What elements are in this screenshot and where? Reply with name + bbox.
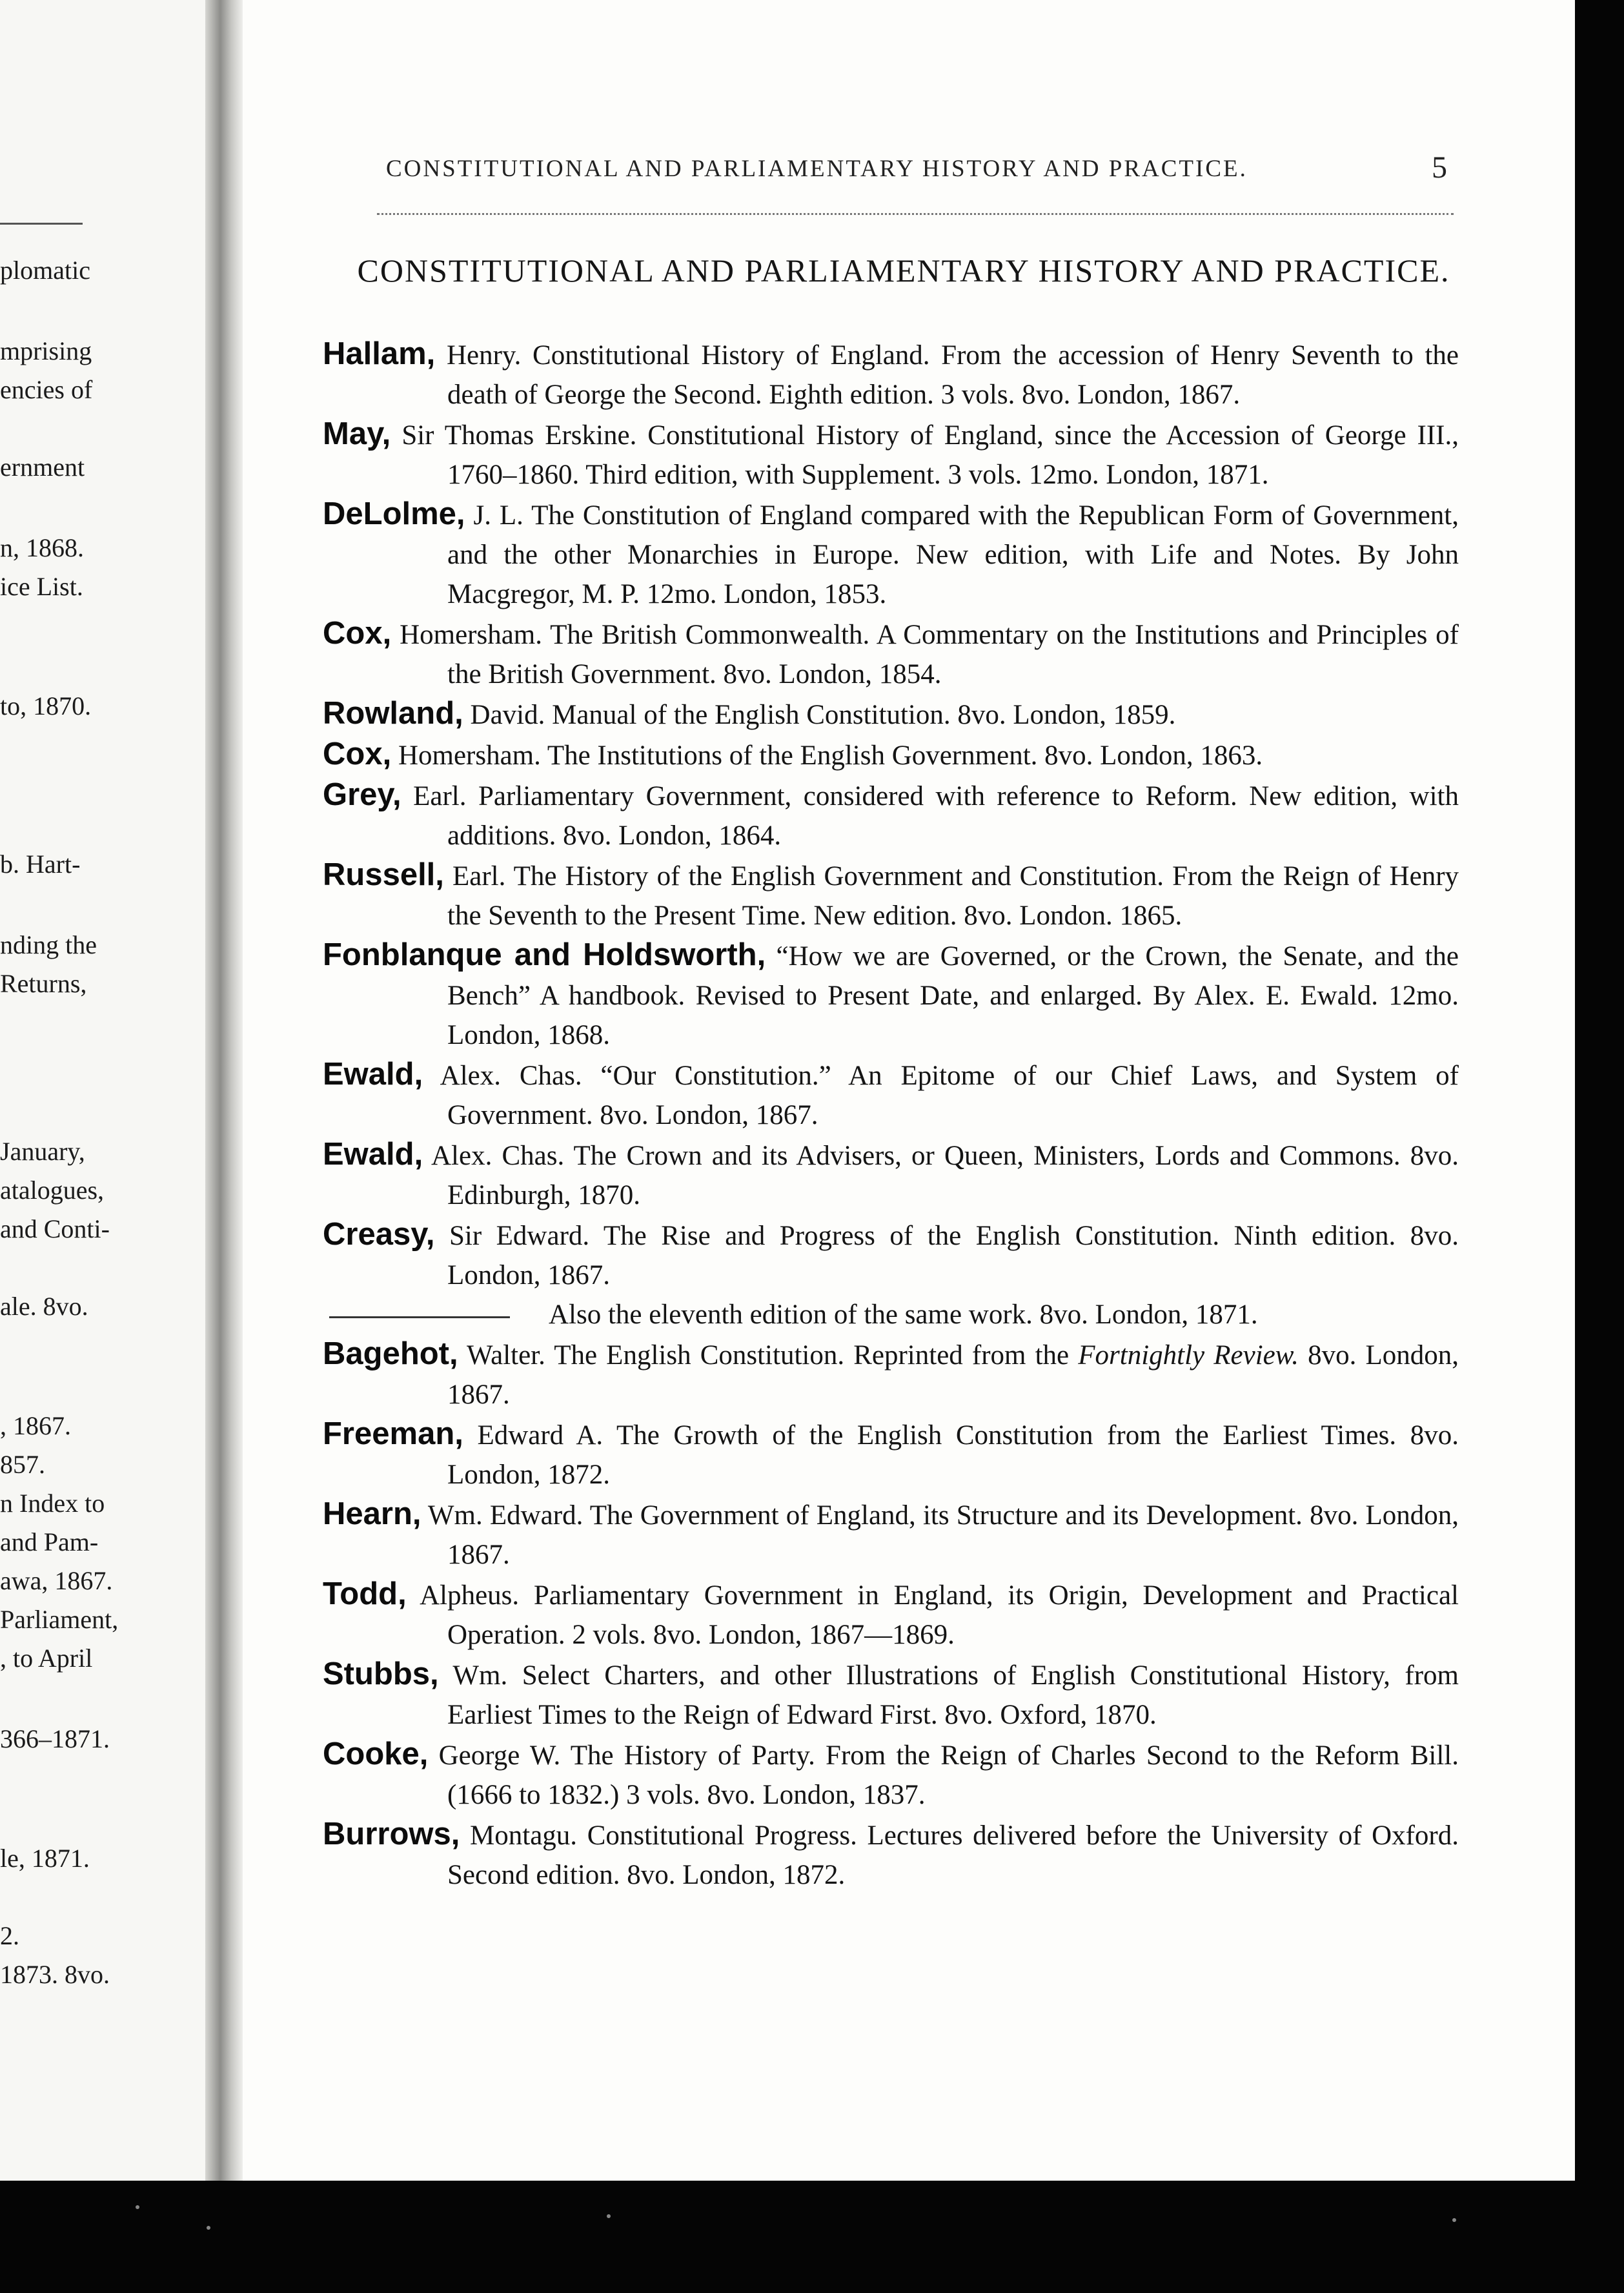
entry-author: Burrows, — [323, 1817, 460, 1851]
left-page-line: ice List. — [0, 572, 83, 601]
scan-right-border — [1575, 0, 1624, 2293]
entry-author: Ewald, — [323, 1057, 423, 1092]
entry-text: Sir Edward. The Rise and Progress of the English Constitution. Ninth edition. 8vo. London, 1867. — [447, 1221, 1459, 1290]
bibliography-entry — [323, 1494, 1459, 1575]
bibliography-entry — [323, 1735, 1459, 1815]
scan-speck — [607, 2214, 611, 2218]
left-page-line: awa, 1867. — [0, 1566, 113, 1595]
section-title: CONSTITUTIONAL AND PARLIAMENTARY HISTORY AND PRACTICE. — [357, 252, 1450, 289]
entry-author: DeLolme, — [323, 496, 465, 531]
left-page-line: ale. 8vo. — [0, 1292, 88, 1321]
entry-author: Todd, — [323, 1576, 407, 1611]
bibliography-entry — [323, 1334, 1459, 1414]
bibliography-entry — [323, 1815, 1459, 1895]
scan-bottom-border — [0, 2181, 1624, 2293]
entry-author: Creasy, — [323, 1217, 435, 1252]
bibliography-entry — [323, 1414, 1459, 1494]
entry-italic-title: Fortnightly Review. — [1078, 1340, 1299, 1371]
entry-author: Cox, — [323, 737, 392, 771]
bibliography-entry — [323, 614, 1459, 694]
left-page-line: encies of — [0, 375, 93, 404]
entry-author: Cox, — [323, 616, 392, 651]
left-page-sliver — [0, 0, 205, 2293]
left-page-line: 1873. 8vo. — [0, 1960, 110, 1989]
entry-text: Sir Thomas Erskine. Constitutional History of England, since the Accession of George III., 1760–1860. Third edition, with Supplement. 3 vols. 12mo. London, 1871. — [401, 420, 1459, 490]
entry-text: Wm. Select Charters, and other Illustrations of English Constitutional History, from Earliest Times to the Reign of Edward First. 8vo. Oxford, 1870. — [447, 1660, 1459, 1730]
entry-text: Alpheus. Parliamentary Government in England, its Origin, Development and Practical Operation. 2 vols. 8vo. London, 1867—1869. — [420, 1580, 1459, 1650]
bibliography-entry — [323, 735, 1459, 775]
scan-speck — [1452, 2218, 1456, 2222]
entry-text: Edward A. The Growth of the English Constitution from the Earliest Times. 8vo. London, 1872. — [447, 1420, 1459, 1490]
entry-text: Wm. Edward. The Government of England, its Structure and its Development. 8vo. London, 1867. — [427, 1500, 1459, 1570]
entry-text-after: 8vo. London, 1867. — [447, 1340, 1459, 1410]
left-page-line: , to April — [0, 1644, 93, 1673]
page-number: 5 — [1432, 150, 1447, 185]
left-page-line: n Index to — [0, 1489, 105, 1518]
ditto-rule — [329, 1316, 510, 1318]
bibliography-list — [323, 334, 1459, 1895]
left-page-line: Returns, — [0, 969, 87, 998]
entry-author: Rowland, — [323, 696, 463, 731]
entry-text: Walter. The English Constitution. Reprinted from the — [466, 1340, 1070, 1371]
entry-text: Alex. Chas. The Crown and its Advisers, or Queen, Ministers, Lords and Commons. 8vo. Edinburgh, 1870. — [431, 1141, 1459, 1210]
bibliography-entry — [323, 1575, 1459, 1655]
entry-author: Cooke, — [323, 1737, 429, 1771]
scan-speck — [207, 2226, 210, 2230]
entry-text: Alex. Chas. “Our Constitution.” An Epitome of our Chief Laws, and System of Government. 8vo. London, 1867. — [440, 1061, 1459, 1130]
entry-text: Homersham. The British Commonwealth. A Commentary on the Institutions and Principles of the British Government. 8vo. London, 1854. — [400, 620, 1459, 689]
entry-text: Henry. Constitutional History of England. From the accession of Henry Seventh to the death of George the Second. Eighth edition. 3 vols. 8vo. London, 1867. — [446, 340, 1459, 410]
entry-text: “How we are Governed, or the Crown, the Senate, and the Bench” A handbook. Revised to Present Date, and enlarged. By Alex. E. Ewald. 12mo. London, 1868. — [447, 941, 1459, 1050]
left-page-line: to, 1870. — [0, 691, 92, 720]
running-head: CONSTITUTIONAL AND PARLIAMENTARY HISTORY AND PRACTICE. — [386, 156, 1248, 182]
entry-author: Hallam, — [323, 336, 436, 371]
header-rule — [377, 213, 1454, 216]
bibliography-entry — [323, 414, 1459, 494]
entry-author: Grey, — [323, 777, 401, 812]
entry-author: Fonblanque and Holdsworth, — [323, 937, 766, 972]
left-page-rule — [0, 223, 83, 225]
entry-text: George W. The History of Party. From the Reign of Charles Second to the Reform Bill. (1666 to 1832.) 3 vols. 8vo. London, 1837. — [438, 1740, 1459, 1810]
left-page-line: January, — [0, 1137, 85, 1166]
bibliography-entry — [323, 775, 1459, 855]
bibliography-entry-continuation — [323, 1295, 1459, 1334]
left-page-line: 2. — [0, 1921, 19, 1950]
left-page-line: 366–1871. — [0, 1724, 110, 1753]
left-page-line: mprising — [0, 336, 92, 365]
left-page-line: 857. — [0, 1450, 45, 1479]
entry-author: Bagehot, — [323, 1336, 458, 1371]
left-page-line: and Pam- — [0, 1527, 99, 1556]
bibliography-entry — [323, 1655, 1459, 1735]
bibliography-entry — [323, 494, 1459, 614]
entry-text: Earl. The History of the English Government and Constitution. From the Reign of Henry the Seventh to the Present Time. New edition. 8vo. London. 1865. — [447, 861, 1459, 931]
entry-author: May, — [323, 416, 391, 451]
left-page-line: , 1867. — [0, 1411, 71, 1440]
bibliography-entry — [323, 694, 1459, 735]
entry-author: Russell, — [323, 857, 444, 892]
left-page-line: Parliament, — [0, 1605, 119, 1634]
bibliography-entry — [323, 334, 1459, 414]
left-page-line: and Conti- — [0, 1214, 110, 1243]
left-page-line: n, 1868. — [0, 533, 84, 562]
entry-author: Stubbs, — [323, 1656, 439, 1691]
entry-author: Ewald, — [323, 1137, 423, 1172]
bibliography-entry — [323, 935, 1459, 1055]
scan-speck — [136, 2205, 139, 2209]
bibliography-entry — [323, 1215, 1459, 1295]
entry-text: Montagu. Constitutional Progress. Lectures delivered before the University of Oxford. Second edition. 8vo. London, 1872. — [447, 1820, 1459, 1890]
bibliography-entry — [323, 855, 1459, 935]
bibliography-entry — [323, 1055, 1459, 1135]
left-page-line: nding the — [0, 930, 97, 959]
entry-text: David. Manual of the English Constitution. 8vo. London, 1859. — [470, 700, 1176, 730]
entry-text: Earl. Parliamentary Government, considered with reference to Reform. New edition, with additions. 8vo. London, 1864. — [413, 781, 1459, 851]
entry-author: Hearn, — [323, 1496, 421, 1531]
entry-text: Homersham. The Institutions of the English Government. 8vo. London, 1863. — [398, 740, 1263, 771]
left-page-line: le, 1871. — [0, 1844, 90, 1873]
left-page-line: b. Hart- — [0, 850, 81, 879]
entry-author: Freeman, — [323, 1416, 463, 1451]
left-page-line: plomatic — [0, 256, 90, 285]
left-page-line: atalogues, — [0, 1176, 105, 1205]
book-gutter-shadow — [205, 0, 243, 2293]
bibliography-entry — [323, 1135, 1459, 1215]
entry-text: Also the eleventh edition of the same work. 8vo. London, 1871. — [549, 1299, 1258, 1330]
left-page-line: ernment — [0, 453, 85, 482]
entry-text: J. L. The Constitution of England compared with the Republican Form of Government, and the other Monarchies in Europe. New edition, with Life and Notes. By John Macgregor, M. P. 12mo. London, 1853. — [447, 500, 1459, 609]
